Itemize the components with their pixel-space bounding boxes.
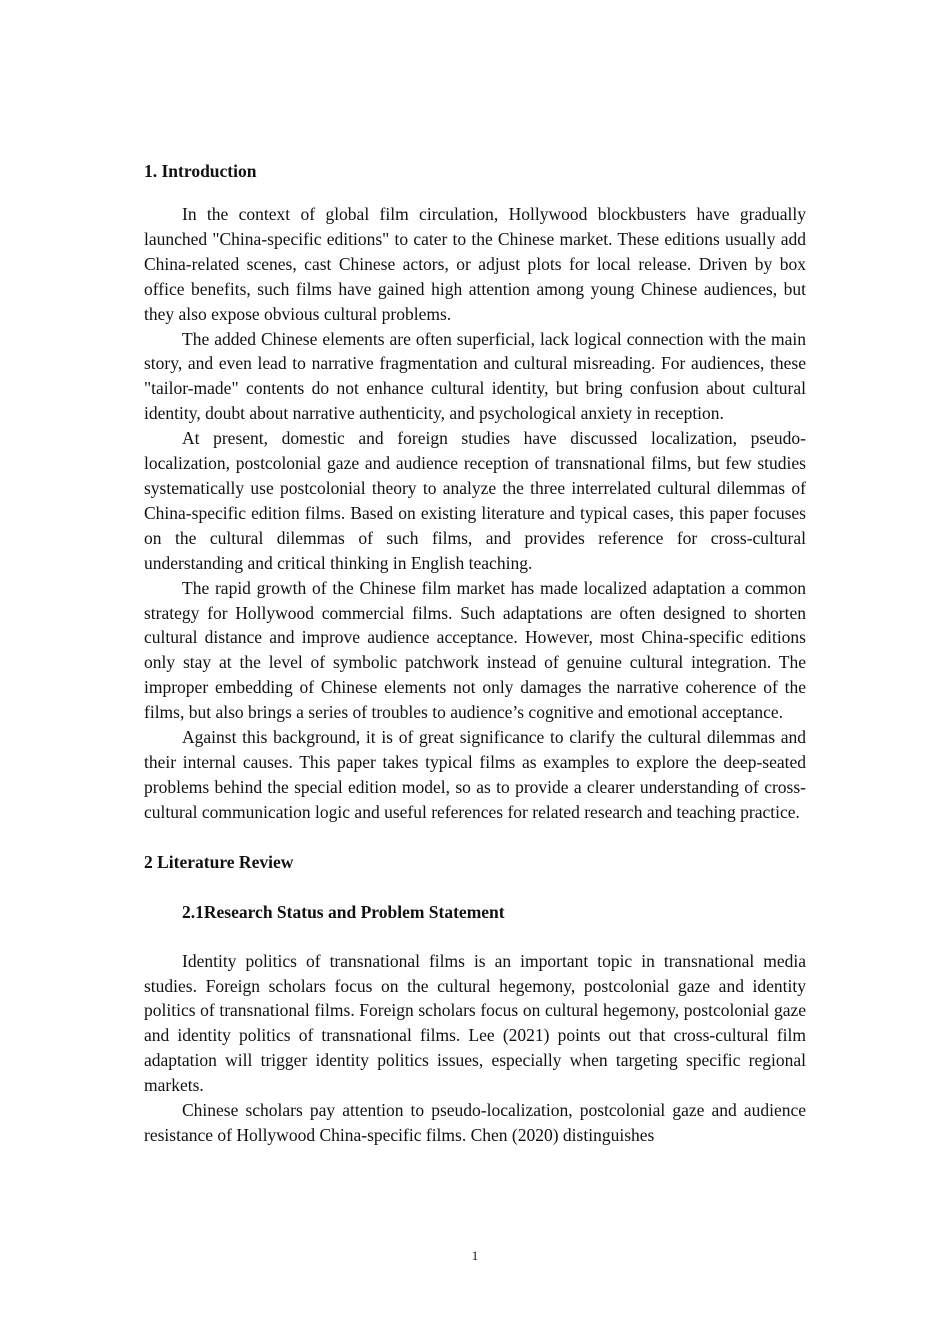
intro-paragraph-4: The rapid growth of the Chinese film market has made localized adaptation a common strategy for Hollywood commercial films. Such adaptations are often designed to shorten cultural distance and improve audience acceptance. However, most China-specific editions only stay at the level of symbolic patchwork instead of genuine cultural integration. The improper embedding of Chinese elements not only damages the narrative coherence of the films, but also brings a series of troubles to audience’s cognitive and emotional acceptance. <box>144 577 806 723</box>
spacer <box>144 875 806 899</box>
intro-paragraph-2: The added Chinese elements are often superficial, lack logical connection with the main story, and even lead to narrative fragmentation and cultural misreading. For audiences, these "tailor-made" contents do not enhance cultural identity, but bring confusion about cultural identity, doubt about narrative authenticity, and psychological anxiety in reception. <box>144 328 806 424</box>
spacer <box>144 184 806 202</box>
section-heading-introduction: 1. Introduction <box>144 161 257 181</box>
lit-review-paragraph-2: Chinese scholars pay attention to pseudo-localization, postcolonial gaze and audience resistance of Hollywood China-specific films. Chen (2020) distinguishes <box>144 1100 806 1145</box>
section-heading-literature-review: 2 Literature Review <box>144 851 294 872</box>
spacer <box>144 925 806 949</box>
intro-paragraph-3: At present, domestic and foreign studies have discussed localization, pseudo-localization, postcolonial gaze and audience reception of transnational films, but few studies systematically use postcolonial theory to analyze the three interrelated cultural dilemmas of China-specific edition films. Based on existing literature and typical cases, this paper focuses on the cultural dilemmas of such films, and provides reference for cross-cultural understanding and critical thinking in English teaching. <box>144 428 806 573</box>
lit-review-paragraph-1: Identity politics of transnational films is an important topic in transnational media studies. Foreign scholars focus on the cultural hegemony, postcolonial gaze and identity politics of transnational films. Foreign scholars focus on cultural hegemony, postcolonial gaze and identity politics of transnational films. Lee (2021) points out that cross-cultural film adaptation will trigger identity politics issues, especially when targeting specific regional markets. <box>144 950 806 1096</box>
page-number: 1 <box>471 1248 479 1263</box>
intro-paragraph-1: In the context of global film circulation, Hollywood blockbusters have gradually launched "China-specific editions" to cater to the Chinese market. These editions usually add China-related scenes, cast Chinese actors, or adjust plots for local release. Driven by box office benefits, such films have gained high attention among young Chinese audiences, but they also expose obvious cultural problems. <box>144 204 806 324</box>
spacer <box>144 825 806 849</box>
intro-paragraph-5: Against this background, it is of great significance to clarify the cultural dilemmas and their internal causes. This paper takes typical films as examples to explore the deep-seated problems behind the special edition model, so as to provide a clearer understanding of cross-cultural communication logic and useful references for related research and teaching practice. <box>144 727 806 822</box>
paper-page-body <box>144 158 806 1148</box>
subsection-heading-research-status: 2.1Research Status and Problem Statement <box>182 901 505 922</box>
